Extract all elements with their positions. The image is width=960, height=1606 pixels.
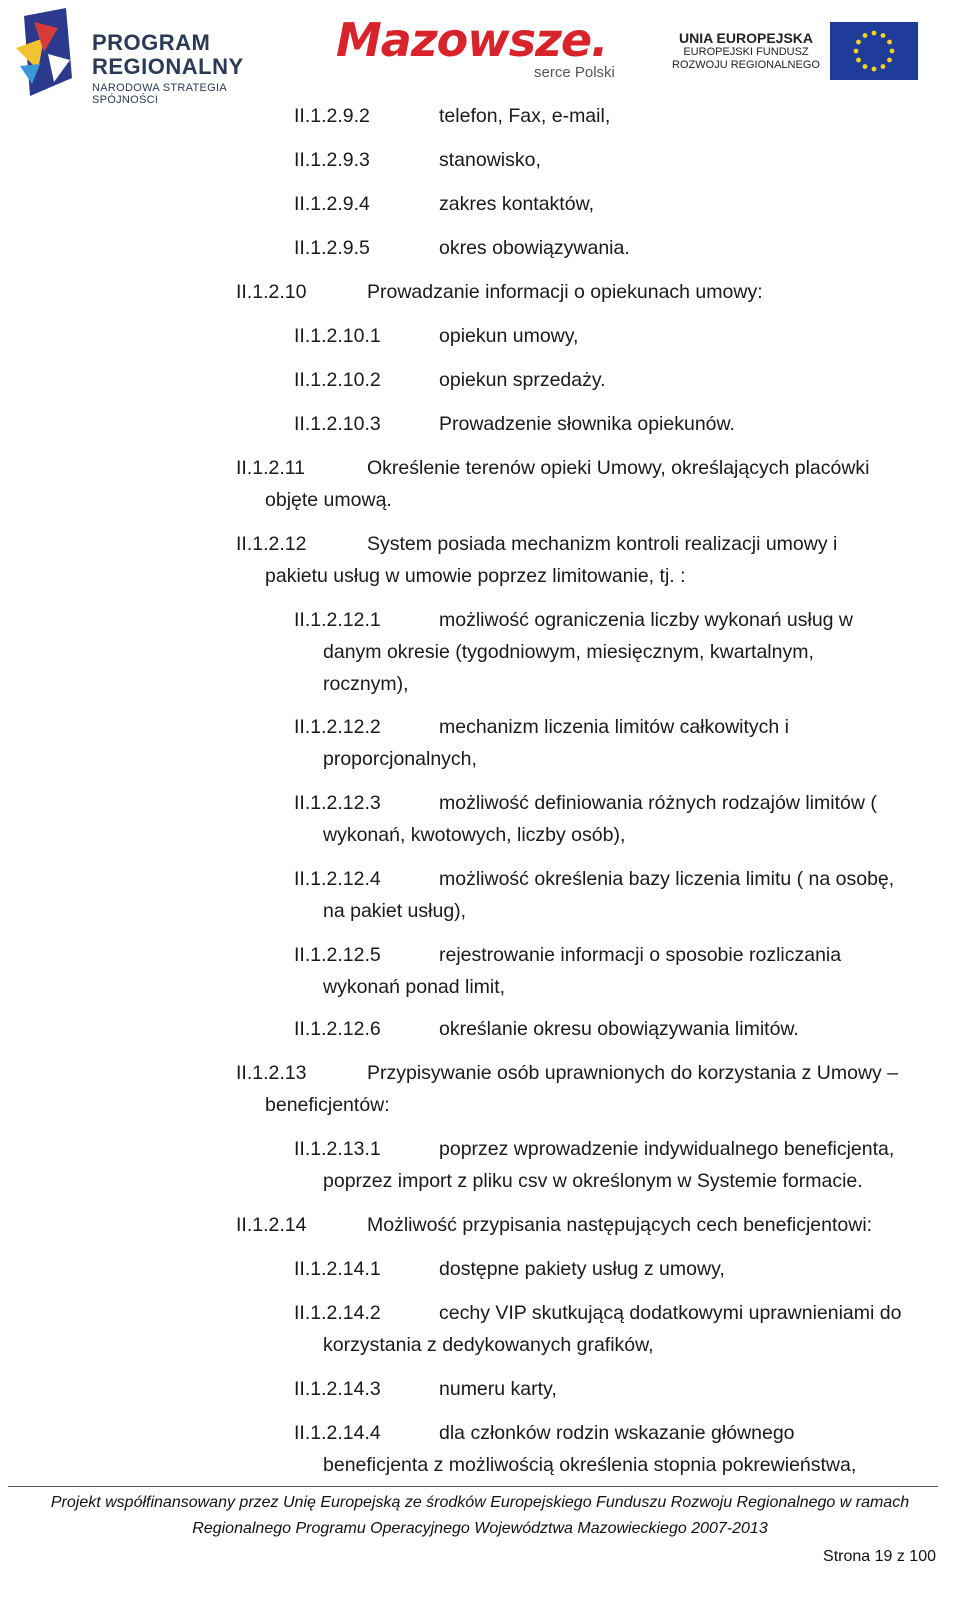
item-text: okres obowiązywania. — [439, 237, 630, 259]
eu-logo — [668, 18, 918, 82]
item-text-continuation: danym okresie (tygodniowym, miesięcznym, kwartalnym, — [323, 641, 814, 663]
item-text: Przypisywanie osób uprawnionych do korzystania z Umowy – — [367, 1062, 899, 1084]
page-header — [0, 0, 960, 106]
item-text: rejestrowanie informacji o sposobie rozliczania — [439, 944, 842, 966]
item-number: II.1.2.9.5 — [294, 237, 370, 259]
item-text-continuation: beneficjentów: — [265, 1094, 390, 1116]
item-text-continuation: rocznym), — [323, 673, 409, 695]
item-number: II.1.2.10 — [236, 281, 307, 303]
item-number: II.1.2.12.1 — [294, 609, 381, 631]
item-text: stanowisko, — [439, 149, 541, 171]
eu-title: UNIA EUROPEJSKA — [678, 30, 814, 46]
item-text: cechy VIP skutkującą dodatkowymi uprawnieniami do — [439, 1302, 902, 1324]
item-number: II.1.2.10.1 — [294, 325, 381, 347]
item-text: możliwość definiowania różnych rodzajów limitów ( — [439, 792, 877, 814]
item-text: numeru karty, — [439, 1378, 557, 1400]
item-text: System posiada mechanizm kontroli realizacji umowy i — [367, 533, 838, 555]
item-text: Prowadzenie słownika opiekunów. — [439, 413, 735, 435]
item-number: II.1.2.12.6 — [294, 1018, 381, 1040]
item-text-continuation: objęte umową. — [265, 489, 392, 511]
program-regionalny-emblem-icon — [14, 8, 86, 96]
item-text: Możliwość przypisania następujących cech beneficjentowi: — [367, 1214, 873, 1236]
program-subtitle: NARODOWA STRATEGIA SPÓJNOŚCI — [92, 82, 227, 106]
item-number: II.1.2.11 — [236, 457, 306, 479]
item-text: opiekun sprzedaży. — [439, 369, 606, 391]
item-text: mechanizm liczenia limitów całkowitych i — [439, 716, 790, 738]
item-number: II.1.2.12.2 — [294, 716, 381, 738]
item-text: Określenie terenów opieki Umowy, określających placówki — [367, 457, 870, 479]
item-number: II.1.2.13.1 — [294, 1138, 381, 1160]
item-text: zakres kontaktów, — [439, 193, 594, 215]
item-number: II.1.2.12.5 — [294, 944, 381, 966]
eu-fund-line2: ROZWOJU REGIONALNEGO — [672, 59, 820, 71]
item-number: II.1.2.13 — [236, 1062, 307, 1084]
mazowsze-wordmark: Mazowsze. — [336, 13, 608, 67]
footer-line1: Projekt współfinansowany przez Unię Europejską ze środków Europejskiego Funduszu Rozwoju Regionalnego w ramach — [50, 1494, 910, 1511]
item-number: II.1.2.10.2 — [294, 369, 381, 391]
mazowsze-tagline: serce Polski — [534, 64, 615, 81]
item-number: II.1.2.9.3 — [294, 149, 370, 171]
item-text: określanie okresu obowiązywania limitów. — [439, 1018, 799, 1040]
item-text-continuation: wykonań ponad limit, — [323, 976, 506, 998]
item-text: Prowadzanie informacji o opiekunach umowy: — [367, 281, 763, 303]
item-text-continuation: proporcjonalnych, — [323, 748, 477, 770]
footer-divider — [8, 1486, 938, 1487]
eu-fund-line1: EUROPEJSKI FUNDUSZ — [683, 46, 809, 58]
item-number: II.1.2.14.2 — [294, 1302, 381, 1324]
item-text: telefon, Fax, e-mail, — [439, 105, 611, 127]
item-text: możliwość ograniczenia liczby wykonań usług w — [439, 609, 854, 631]
item-number: II.1.2.12.4 — [294, 868, 381, 890]
item-text: opiekun umowy, — [439, 325, 579, 347]
footer-line2: Regionalnego Programu Operacyjnego Województwa Mazowieckiego 2007-2013 — [192, 1520, 768, 1537]
item-number: II.1.2.14 — [236, 1214, 307, 1236]
item-text-continuation: na pakiet usług), — [323, 900, 467, 922]
item-number: II.1.2.14.1 — [294, 1258, 381, 1280]
item-number: II.1.2.10.3 — [294, 413, 381, 435]
page-number: Strona 19 z 100 — [823, 1548, 936, 1565]
item-text-continuation: poprzez import z pliku csv w określonym w Systemie formacie. — [323, 1170, 863, 1192]
item-number: II.1.2.14.4 — [294, 1422, 381, 1444]
item-text-continuation: pakietu usług w umowie poprzez limitowanie, tj. : — [265, 565, 686, 587]
item-text-continuation: wykonań, kwotowych, liczby osób), — [323, 824, 626, 846]
program-title-line2: REGIONALNY — [92, 54, 244, 79]
item-number: II.1.2.9.4 — [294, 193, 370, 215]
item-text-continuation: beneficjenta z możliwością określenia stopnia pokrewieństwa, — [323, 1454, 857, 1476]
mazowsze-logo — [336, 14, 626, 86]
item-text: poprzez wprowadzenie indywidualnego beneficjenta, — [439, 1138, 895, 1160]
program-title-line1: PROGRAM — [92, 30, 211, 55]
eu-flag-icon — [830, 22, 918, 80]
program-regionalny-logo — [14, 6, 294, 106]
item-text: dla członków rodzin wskazanie głównego — [439, 1422, 795, 1444]
item-number: II.1.2.14.3 — [294, 1378, 381, 1400]
page-footer — [0, 1490, 960, 1542]
item-text-continuation: korzystania z dedykowanych grafików, — [323, 1334, 654, 1356]
item-number: II.1.2.9.2 — [294, 105, 370, 127]
item-text: możliwość określenia bazy liczenia limitu ( na osobę, — [439, 868, 895, 890]
item-number: II.1.2.12 — [236, 533, 307, 555]
item-text: dostępne pakiety usług z umowy, — [439, 1258, 725, 1280]
item-number: II.1.2.12.3 — [294, 792, 381, 814]
